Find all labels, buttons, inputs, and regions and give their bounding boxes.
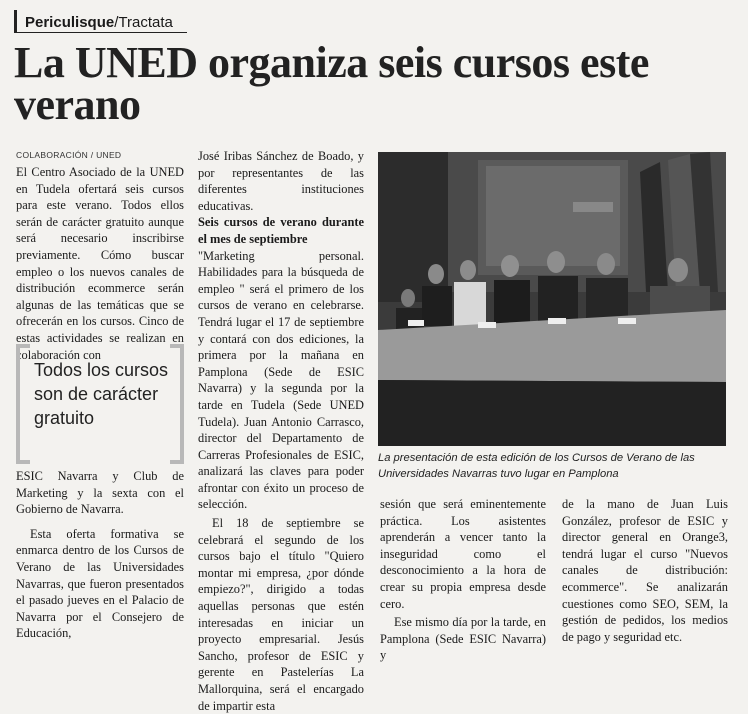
- body-paragraph: "Marketing personal. Habilidades para la búsqueda de empleo " será el primero de los cursos de verano en celebrarse. Tendrá lugar el 17 de septiembre y contará con dos ediciones, la primera por la mañana en Pamplona (Sede de ESIC Navarra) y la segunda por la tarde en Tudela (Sede UNED Tudela). Juan Antonio Carrasco, director del Departamento de Carreras Profesionales de ESIC, analizará las claves para poder afrontar con éxito un proceso de selección.: [198, 248, 364, 512]
- body-paragraph: Ese mismo día por la tarde, en Pamplona (Sede ESIC Navarra) y: [380, 615, 546, 663]
- quote-bracket-left: [16, 344, 30, 464]
- column-2: [198, 148, 364, 714]
- section-label: [25, 14, 173, 31]
- column-1-top: [16, 164, 184, 363]
- section-header: [14, 10, 187, 33]
- body-paragraph: sesión que será eminentemente práctica. Los asistentes aprenderán a vencer tanto la inseguridad como el desconocimiento a la hora de crear su propia empresa desde cero.: [380, 497, 546, 611]
- section-subname: /Tractata: [114, 14, 173, 31]
- column-3: [380, 496, 546, 664]
- headline: La UNED organiza seis cursos este verano: [14, 38, 649, 129]
- body-paragraph: El Centro Asociado de la UNED en Tudela ofertará seis cursos para este verano. Todos ellos serán de carácter gratuito aunque será necesario inscribirse previamente. Cómo buscar empleo o los nuevos canales de distribución ecommerce serán algunas de las temáticas que se ofrecerán en los cursos. Cinco de estas actividades se realizan en colaboración con: [16, 165, 184, 362]
- body-paragraph: Esta oferta formativa se enmarca dentro de los Cursos de Verano de las Universidades Navarras, que fueron presentados el pasado jueves en el Palacio de Navarra por el Consejero de Educación,: [16, 526, 184, 641]
- photo-caption: La presentación de esta edición de los Cursos de Verano de las Universidades Navarras tuvo lugar en Pamplona: [378, 452, 695, 480]
- body-paragraph: El 18 de septiembre se celebrará el segundo de los cursos bajo el título "Quiero montar mi empresa, ¿por dónde empiezo?", dirigido a todas aquellas personas que estén interesadas en iniciar un proyecto empresarial. Jesús Sancho, profesor de ESIC y gerente en Pastelerías La Mallorquina, será el encargado de impartir esta: [198, 516, 364, 713]
- photo-illustration: [378, 152, 726, 446]
- subheading: Seis cursos de verano durante el mes de septiembre: [198, 215, 364, 246]
- column-1-bottom: [16, 468, 184, 642]
- pull-quote: [16, 344, 184, 460]
- byline: COLABORACIÓN / UNED: [16, 150, 122, 160]
- pull-quote-text: Todos los cursos son de carácter gratuito: [34, 360, 169, 428]
- event-photo: [378, 152, 726, 446]
- body-paragraph: ESIC Navarra y Club de Marketing y la sexta con el Gobierno de Navarra.: [16, 469, 184, 517]
- body-paragraph: José Iribas Sánchez de Boado, y por representantes de las diferentes instituciones educativas.: [198, 149, 364, 213]
- section-name: Periculisque: [25, 14, 115, 31]
- body-paragraph: de la mano de Juan Luis González, profesor de ESIC y director general en Orange3, tendrá lugar el curso "Nuevos canales de distribución: ecommerce". Se analizarán cuestiones como SEO, SEM, la gestión de pedidos, los medios de pago y seguridad etc.: [562, 497, 728, 644]
- column-4: [562, 496, 728, 645]
